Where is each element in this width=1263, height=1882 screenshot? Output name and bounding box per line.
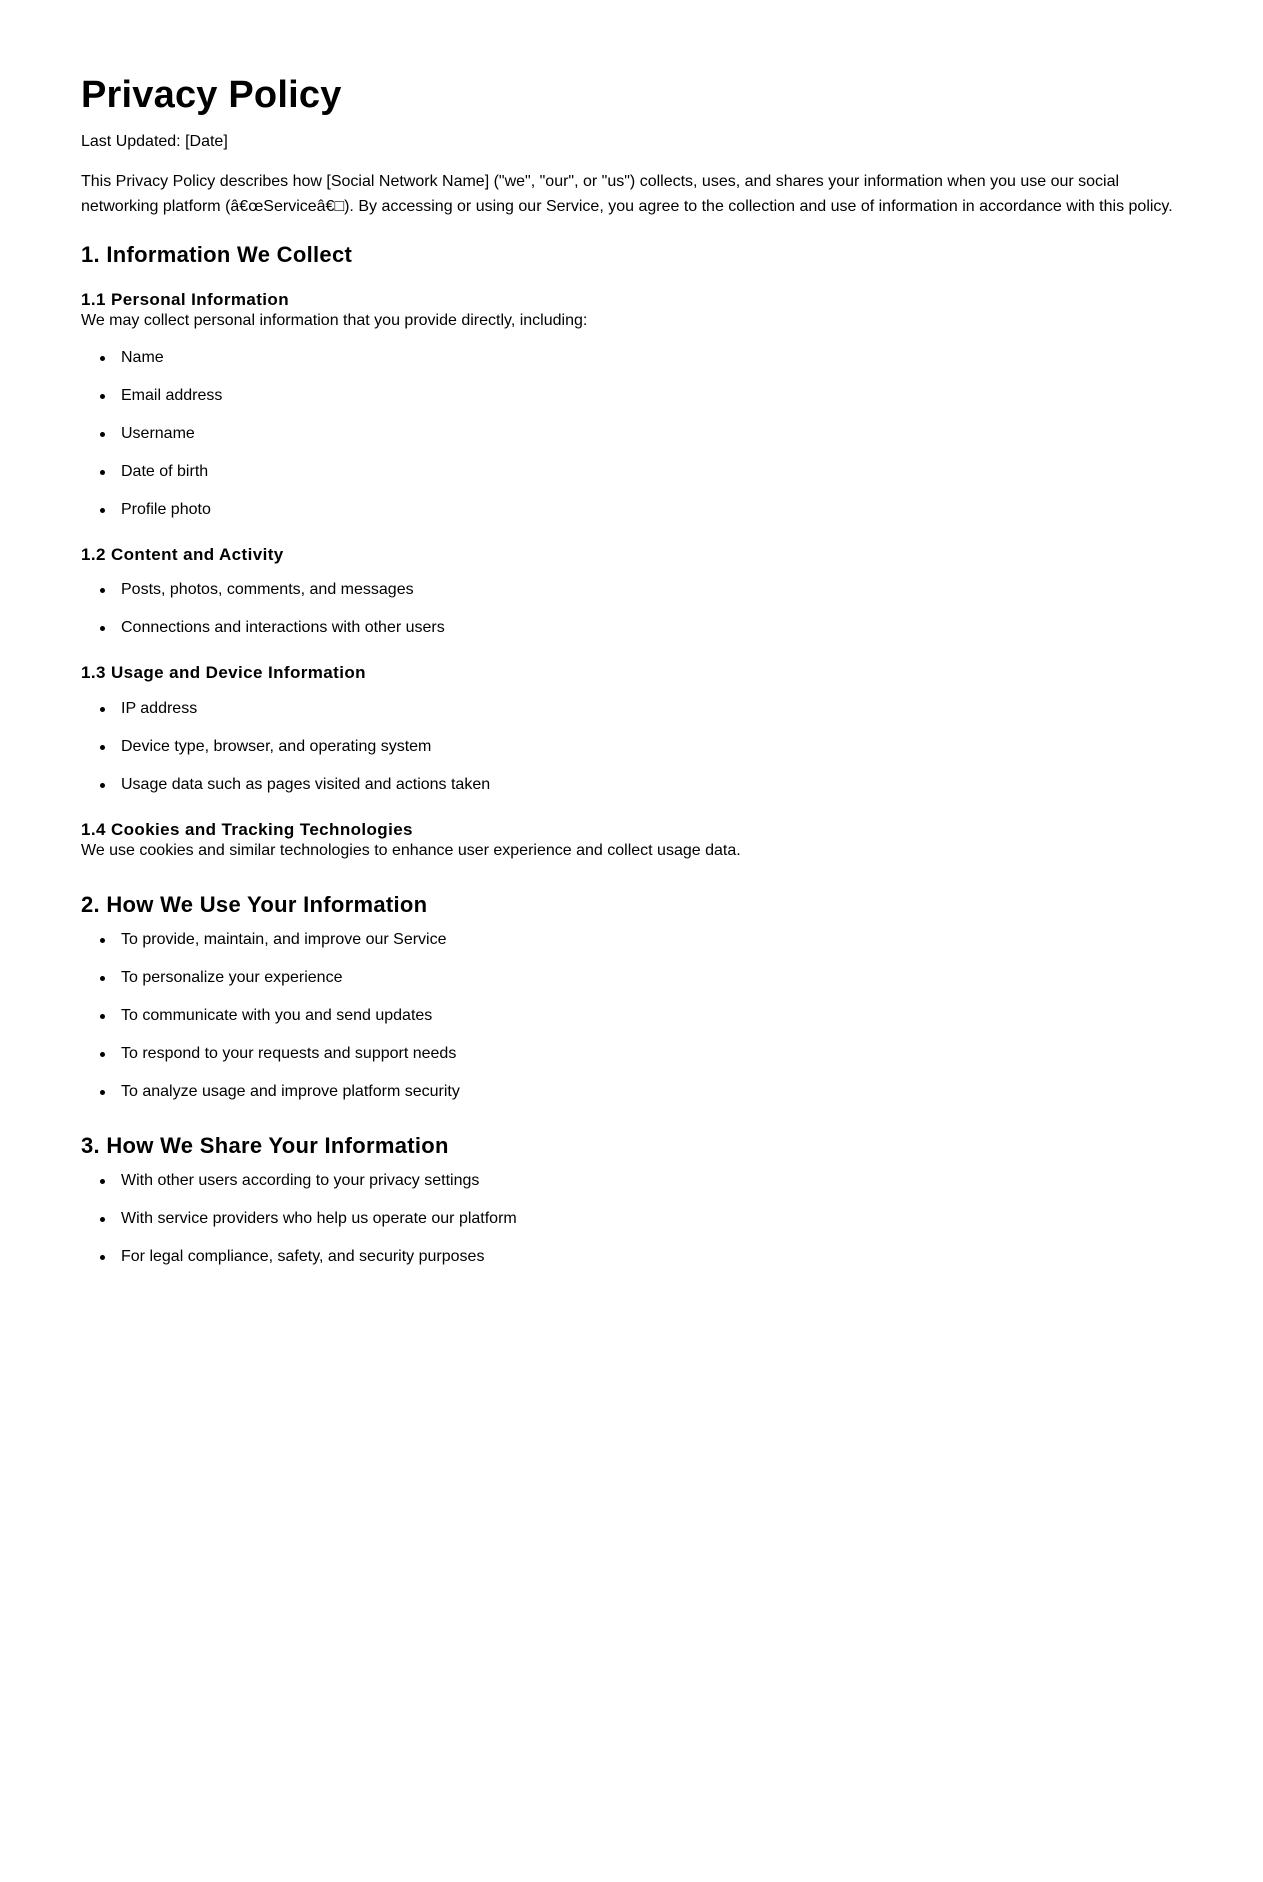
section-heading: 3. How We Share Your Information — [81, 1133, 449, 1158]
personal-information-list — [81, 348, 1182, 520]
how-we-use-list — [81, 930, 1182, 1102]
section-heading: 2. How We Use Your Information — [81, 892, 428, 917]
list-item: With service providers who help us operate our platform — [121, 1209, 1182, 1229]
list-item: For legal compliance, safety, and security purposes — [121, 1247, 1182, 1267]
list-item: To communicate with you and send updates — [121, 1006, 1182, 1026]
subsection-heading-cookies: 1.4 Cookies and Tracking Technologies — [81, 820, 413, 839]
subsection-heading-content-activity: 1.2 Content and Activity — [81, 545, 284, 564]
list-item: Connections and interactions with other users — [121, 618, 1182, 638]
list-item: To provide, maintain, and improve our Service — [121, 930, 1182, 950]
section-heading: 1. Information We Collect — [81, 242, 353, 267]
last-updated-text: Last Updated: [Date] — [81, 133, 228, 150]
list-item: IP address — [121, 699, 1182, 719]
list-item: Name — [121, 348, 1182, 368]
list-item: Device type, browser, and operating system — [121, 737, 1182, 757]
section-information-we-collect — [81, 241, 1182, 861]
list-item: Username — [121, 424, 1182, 444]
list-item: Posts, photos, comments, and messages — [121, 580, 1182, 600]
section-how-we-use — [81, 891, 1182, 1102]
content-activity-list — [81, 580, 1182, 638]
usage-device-list — [81, 699, 1182, 795]
subsection-text: We use cookies and similar technologies to enhance user experience and collect usage data. — [81, 842, 741, 859]
page-title: Privacy Policy — [81, 74, 342, 116]
list-item: Date of birth — [121, 462, 1182, 482]
list-item: To respond to your requests and support needs — [121, 1044, 1182, 1064]
how-we-share-list — [81, 1171, 1182, 1267]
subsection-heading-personal-information: 1.1 Personal Information — [81, 290, 289, 309]
intro-paragraph: This Privacy Policy describes how [Social Network Name] ("we", "our", or "us") collects, uses, and shares your information when you use our social networking platform (â€œServiceâ€□). By accessing or using our Service, you agree to the collection and use of information in accordance with this policy. — [81, 173, 1173, 215]
list-item: To personalize your experience — [121, 968, 1182, 988]
list-item: With other users according to your privacy settings — [121, 1171, 1182, 1191]
list-item: Profile photo — [121, 500, 1182, 520]
subsection-heading-usage-device: 1.3 Usage and Device Information — [81, 663, 366, 682]
list-item: Usage data such as pages visited and actions taken — [121, 775, 1182, 795]
subsection-text: We may collect personal information that you provide directly, including: — [81, 312, 588, 329]
section-how-we-share — [81, 1132, 1182, 1267]
list-item: To analyze usage and improve platform security — [121, 1082, 1182, 1102]
list-item: Email address — [121, 386, 1182, 406]
